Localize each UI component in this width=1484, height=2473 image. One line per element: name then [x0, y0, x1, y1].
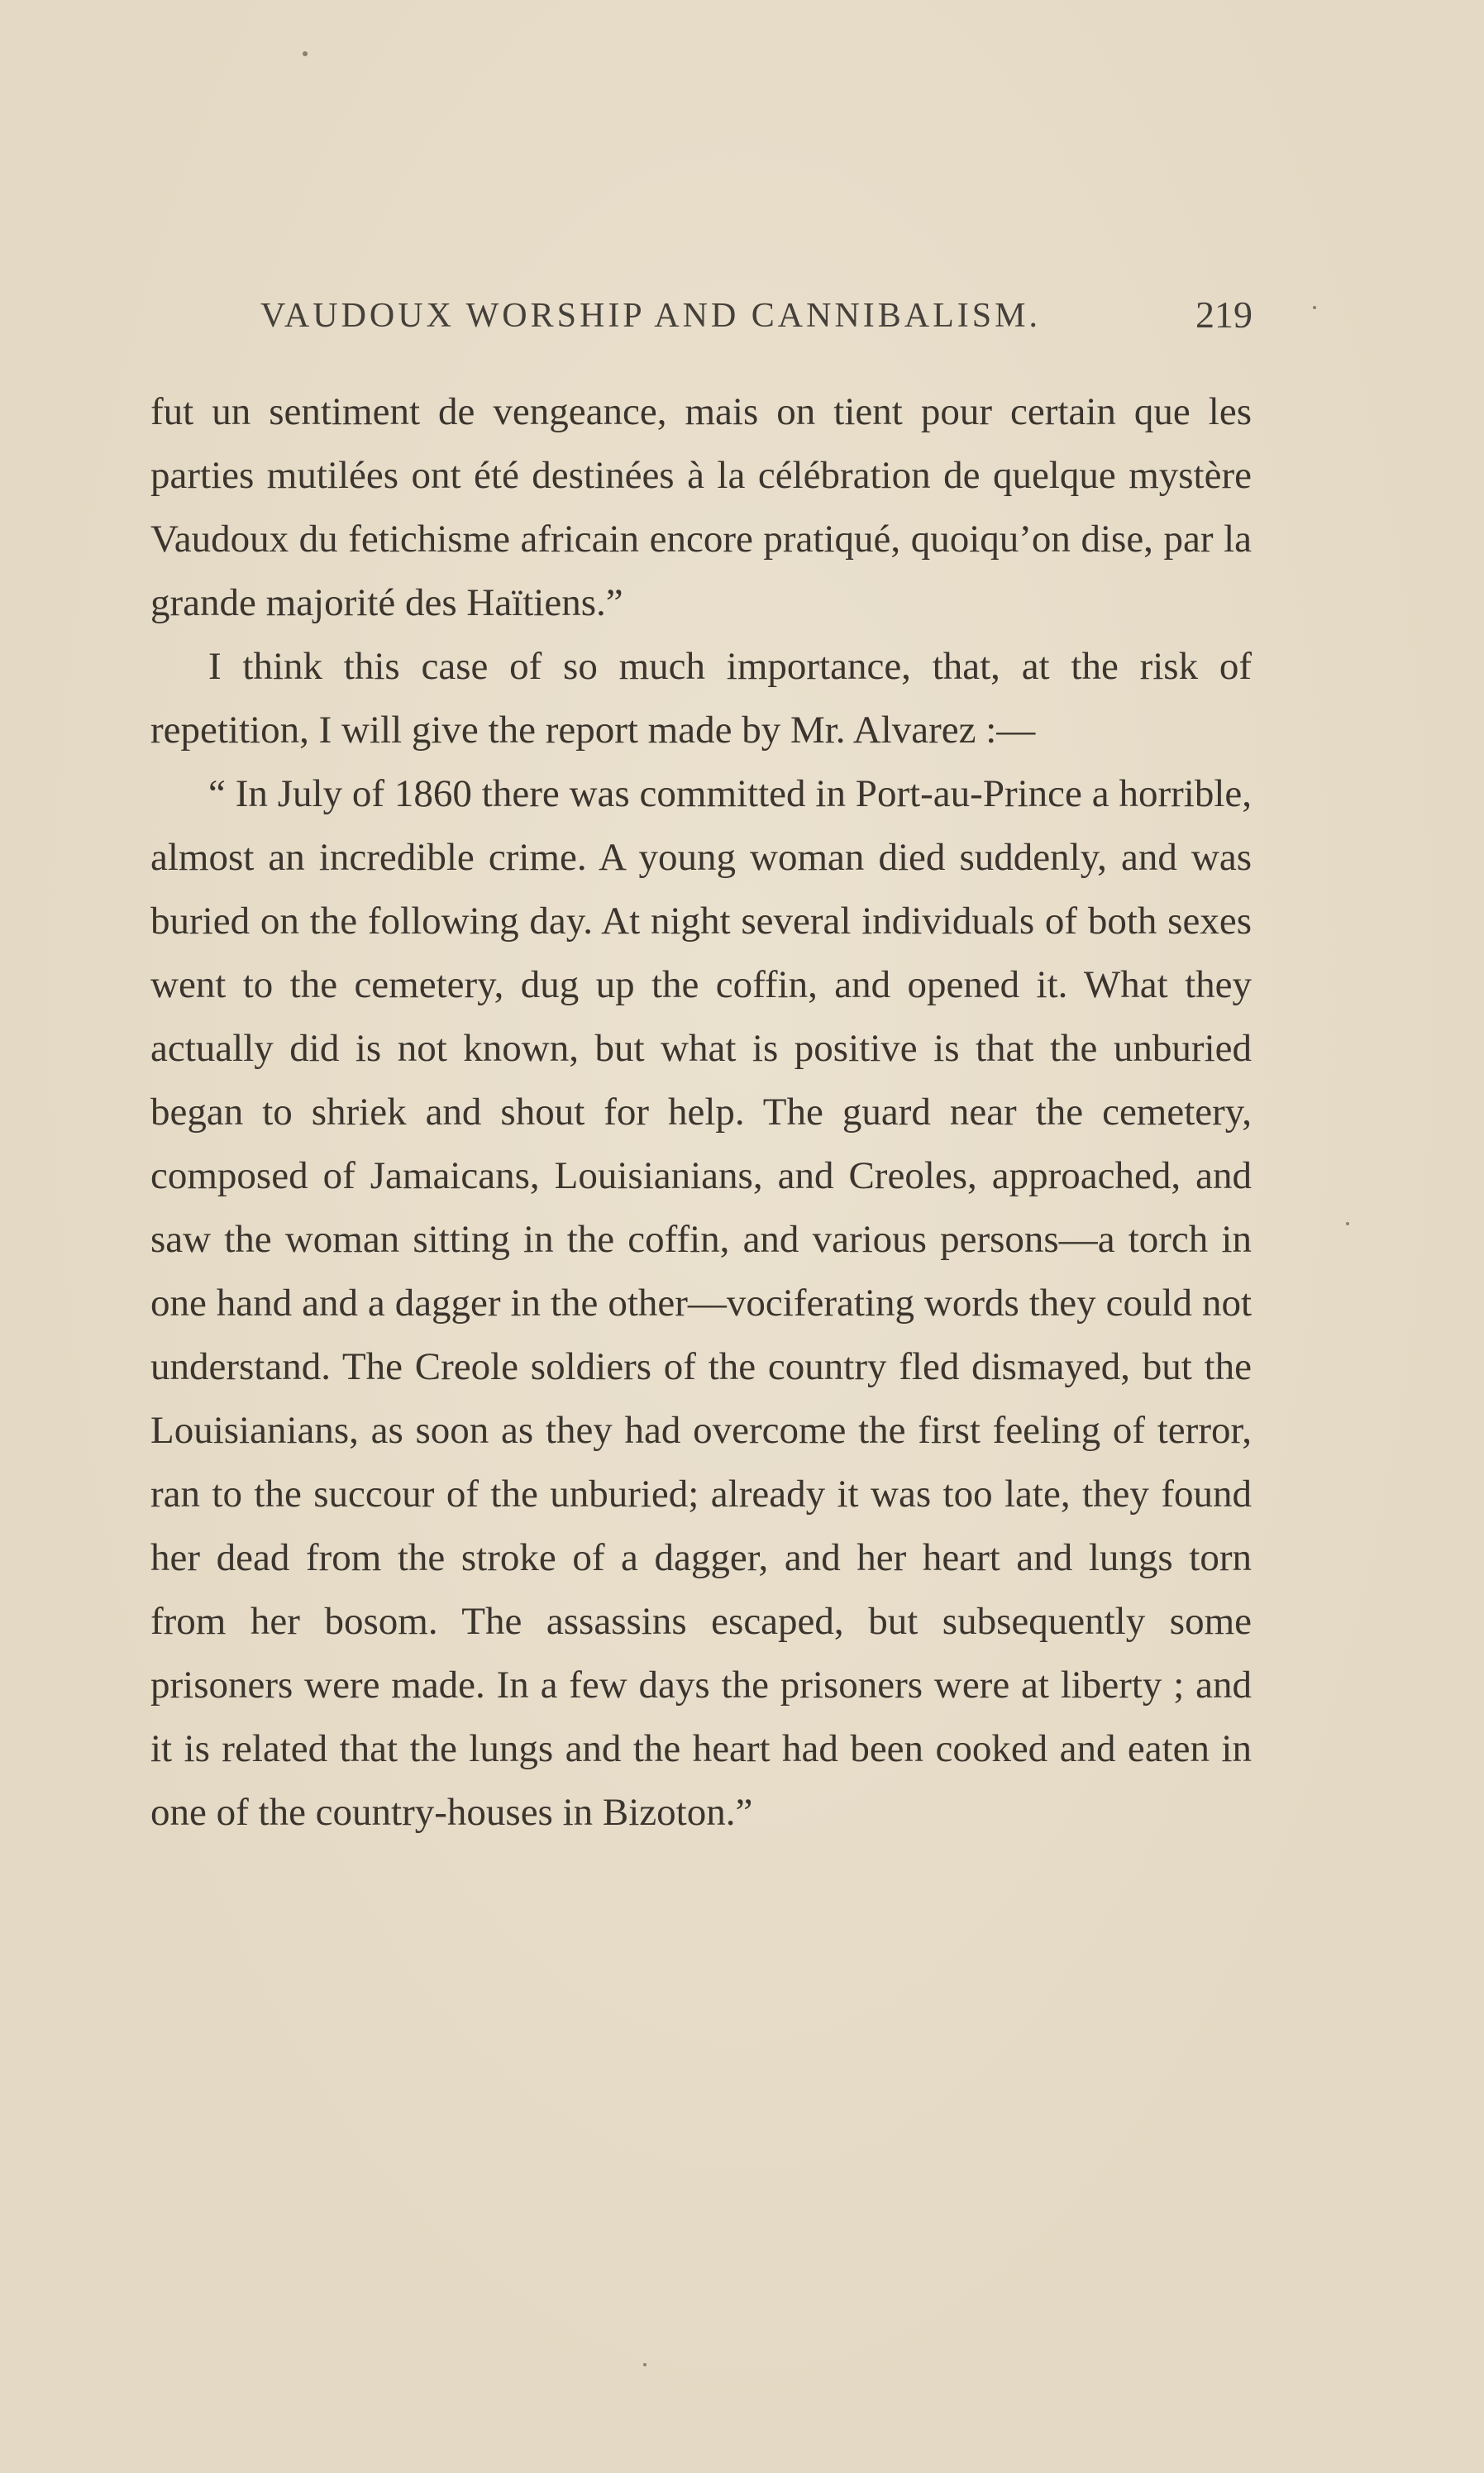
page-header — [260, 296, 1253, 346]
page-speck — [303, 51, 308, 56]
page-speck — [1313, 306, 1316, 309]
paragraph-intro: I think this case of so much importance, that, at the risk of repetition, I will give the report made by Mr. Alvarez :— — [150, 645, 1252, 752]
paragraph-quote: “ In July of 1860 there was committed in Port-au-Prince a horrible, almost an incredible crime. A young woman died suddenly, and was buried on the following day. At night several individuals of both sexes went to the cemetery, dug up the coffin, and opened it. What they actually did is not known, but what is positive is that the unburied began to shriek and shout for help. The guard near the cemetery, composed of Jamaicans, Louisianians, and Creoles, approached, and saw the woman sitting in the coffin, and various persons—a torch in one hand and a dagger in the other—vociferating words they could not understand. The Creole soldiers of the country fled dismayed, but the Louisianians, as soon as they had overcome the first feeling of terror, ran to the succour of the unburied; already it was too late, they found her dead from the stroke of a dagger, and her heart and lungs torn from her bosom. The assassins escaped, but subsequently some prisoners were made. In a few days the prisoners were at liberty ; and it is related that the lungs and the heart had been cooked and eaten in one of the country-houses in Bizoton.” — [150, 772, 1252, 1834]
page-speck — [643, 2363, 647, 2366]
paragraph-continuation: fut un sentiment de vengeance, mais on tient pour certain que les parties mutilées ont été destinées à la célébration de quelque mystère Vaudoux du fetichisme africain encore pratiqué, quoiqu’on dise, par la grande majorité des Haïtiens.” — [150, 390, 1252, 624]
page-number: 219 — [1195, 294, 1253, 336]
running-title: VAUDOUX WORSHIP AND CANNIBALISM. — [260, 297, 1041, 335]
body-text — [150, 380, 1252, 1845]
page-speck — [1346, 1222, 1349, 1225]
